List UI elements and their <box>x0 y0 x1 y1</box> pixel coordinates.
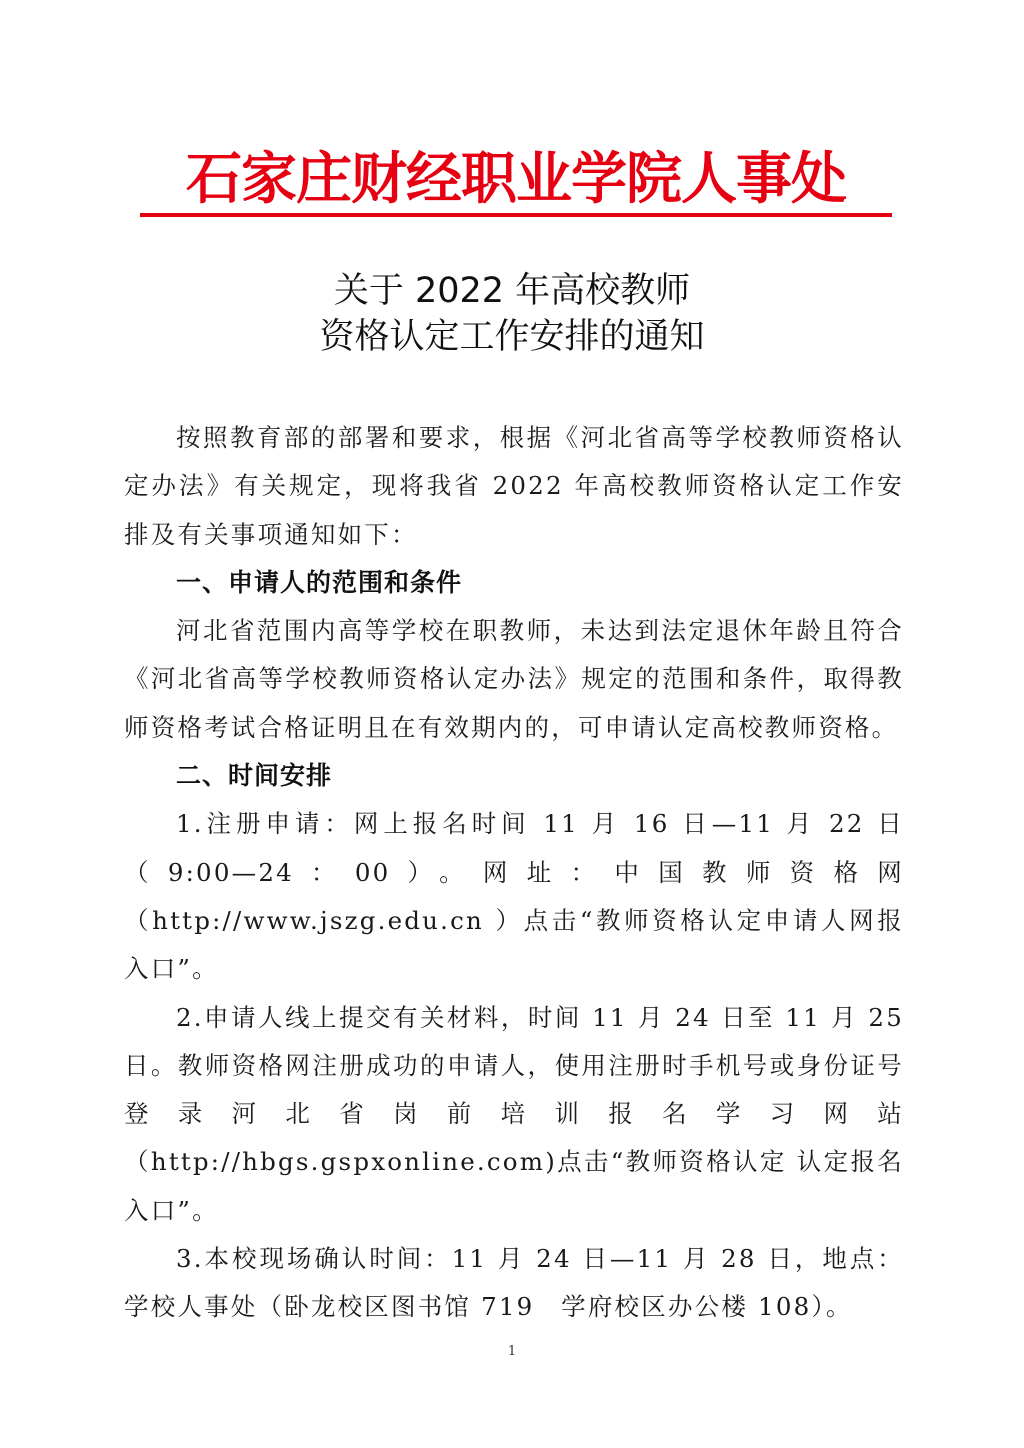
document-title-line-2: 资格认定工作安排的通知 <box>319 317 705 357</box>
document-title <box>112 268 912 360</box>
intro-paragraph: 按照教育部的部署和要求，根据《河北省高等学校教师资格认定办法》有关规定，现将我省 2022 年高校教师资格认定工作安排及有关事项通知如下： <box>124 423 904 549</box>
letterhead-title: 石家庄财经职业学院人事处 <box>186 147 846 212</box>
section-heading-eligibility: 一、申请人的范围和条件 <box>176 567 463 597</box>
schedule-item-material-submission: 2.申请人线上提交有关材料，时间 11 月 24 日至 11 月 25 日。教师资格网注册成功的申请人，使用注册时手机号或身份证号登录河北省岗前培训报名学习网站（http://hbgs.gspxonline.com)点击“教师资格认定 认定报名入口”。 <box>124 1002 904 1225</box>
page-number: 1 <box>507 1344 517 1359</box>
eligibility-paragraph: 河北省范围内高等学校在职教师，未达到法定退休年龄且符合《河北省高等学校教师资格认定办法》规定的范围和条件，取得教师资格考试合格证明且在有效期内的，可申请认定高校教师资格。 <box>124 616 904 742</box>
document-title-line-1: 关于 2022 年高校教师 <box>333 271 691 311</box>
document-body <box>124 414 904 1332</box>
letterhead-divider <box>140 213 892 217</box>
schedule-item-onsite-confirmation: 3.本校现场确认时间：11 月 24 日—11 月 28 日，地点：学校人事处（卧龙校区图书馆 719 学府校区办公楼 108）。 <box>124 1244 904 1322</box>
section-heading-schedule: 二、时间安排 <box>176 761 333 791</box>
schedule-item-registration: 1.注册申请：网上报名时间 11 月 16 日—11 月 22 日（9:00—24：00）。网址：中国教师资格网（http://www.jszg.edu.cn ）点击“教师资格认定申请人网报入口”。 <box>124 809 904 984</box>
